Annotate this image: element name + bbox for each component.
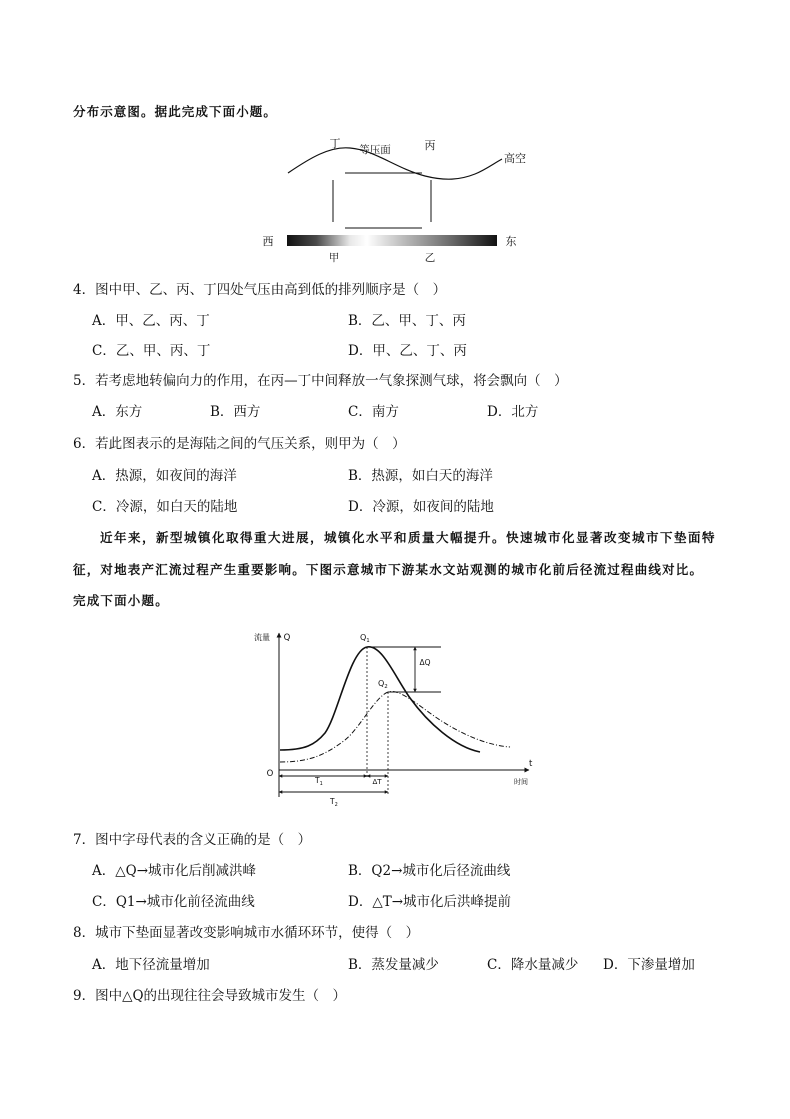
question-7-option-a: A．△Q→城市化后削减洪峰 <box>92 863 257 879</box>
label-q1 <box>360 633 370 644</box>
label-q2 <box>378 679 388 690</box>
question-4-stem: 4．图中甲、乙、丙、丁四处气压由高到低的排列顺序是（ ） <box>73 282 447 298</box>
question-6-option-d: D．冷源，如夜间的陆地 <box>348 499 494 515</box>
label-q1-main: Q <box>360 633 367 642</box>
label-origin: O <box>266 769 274 779</box>
question-6-stem: 6．若此图表示的是海陆之间的气压关系，则甲为（ ） <box>73 436 406 452</box>
label-isobaric-surface: 等压面 <box>359 144 391 156</box>
intro-line: 分布示意图。据此完成下面小题。 <box>73 104 278 119</box>
question-6-option-a: A．热源，如夜间的海洋 <box>92 468 237 484</box>
label-y-axis: 流量 <box>254 633 270 642</box>
question-8-stem: 8．城市下垫面显著改变影响城市水循环环节，使得（ ） <box>73 925 420 941</box>
question-4-option-c: C．乙、甲、丙、丁 <box>92 343 211 359</box>
passage-line-3: 完成下面小题。 <box>73 593 169 608</box>
label-t2-sub: 2 <box>334 802 338 808</box>
question-7-stem: 7．图中字母代表的含义正确的是（ ） <box>73 832 312 848</box>
label-delta-q: ΔQ <box>419 658 431 667</box>
isobar-diagram <box>250 128 550 270</box>
label-x-axis: 时间 <box>514 778 528 786</box>
question-6-option-b: B．热源，如白天的海洋 <box>348 468 493 484</box>
label-delta-t: ΔT <box>372 778 382 786</box>
label-t1-main: T <box>315 776 320 785</box>
label-jia: 甲 <box>328 252 340 264</box>
passage-line-1: 近年来，新型城镇化取得重大进展，城镇化水平和质量大幅提升。快速城市化显著改变城市下垫面特 <box>100 530 717 545</box>
question-5-option-d: D．北方 <box>487 404 539 420</box>
label-q1-sub: 1 <box>366 638 370 644</box>
label-east: 东 <box>505 235 517 248</box>
label-bing: 丙 <box>424 139 436 152</box>
question-5-option-b: B．西方 <box>210 404 261 420</box>
passage-line-2: 征，对地表产汇流过程产生重要影响。下图示意城市下游某水文站观测的城市化前后径流过程曲线对比。 <box>73 562 704 577</box>
question-4-option-d: D．甲、乙、丁、丙 <box>348 343 467 359</box>
question-5-option-c: C．南方 <box>348 404 399 420</box>
label-yi: 乙 <box>424 252 436 264</box>
label-upper-air: 高空 <box>504 152 526 165</box>
isobaric-surface-curve <box>288 148 502 179</box>
runoff-hydrograph <box>250 625 540 815</box>
question-7-option-d: D．△T→城市化后洪峰提前 <box>348 894 512 910</box>
label-t2-main: T <box>330 797 335 806</box>
label-t1 <box>314 776 323 787</box>
question-7-option-c: C．Q1→城市化前径流曲线 <box>92 894 255 910</box>
label-t1-sub: 1 <box>319 781 323 787</box>
question-8-option-a: A．地下径流量增加 <box>92 957 210 973</box>
label-ding: 丁 <box>329 137 341 150</box>
question-6-option-c: C．冷源，如白天的陆地 <box>92 499 238 515</box>
question-4-option-a: A．甲、乙、丙、丁 <box>92 313 210 329</box>
question-8-option-d: D．下渗量增加 <box>603 957 695 973</box>
ground-bar <box>287 235 497 246</box>
question-5-option-a: A．东方 <box>92 404 143 420</box>
post-urbanization-curve <box>280 647 480 752</box>
question-7-option-b: B．Q2→城市化后径流曲线 <box>348 863 511 879</box>
question-8-option-c: C．降水量减少 <box>487 957 579 973</box>
question-8-option-b: B．蒸发量减少 <box>348 957 439 973</box>
label-y-var: Q <box>283 633 291 643</box>
question-5-stem: 5．若考虑地转偏向力的作用，在丙—丁中间释放一气象探测气球，将会飘向（ ） <box>73 373 568 389</box>
label-q2-sub: 2 <box>384 684 388 690</box>
label-west: 西 <box>262 235 274 248</box>
question-9-stem: 9．图中△Q的出现往往会导致城市发生（ ） <box>73 988 347 1004</box>
label-t2 <box>329 797 338 808</box>
question-4-option-b: B．乙、甲、丁、丙 <box>348 313 466 329</box>
label-q2-main: Q <box>378 679 385 688</box>
label-x-var: t <box>529 759 533 769</box>
